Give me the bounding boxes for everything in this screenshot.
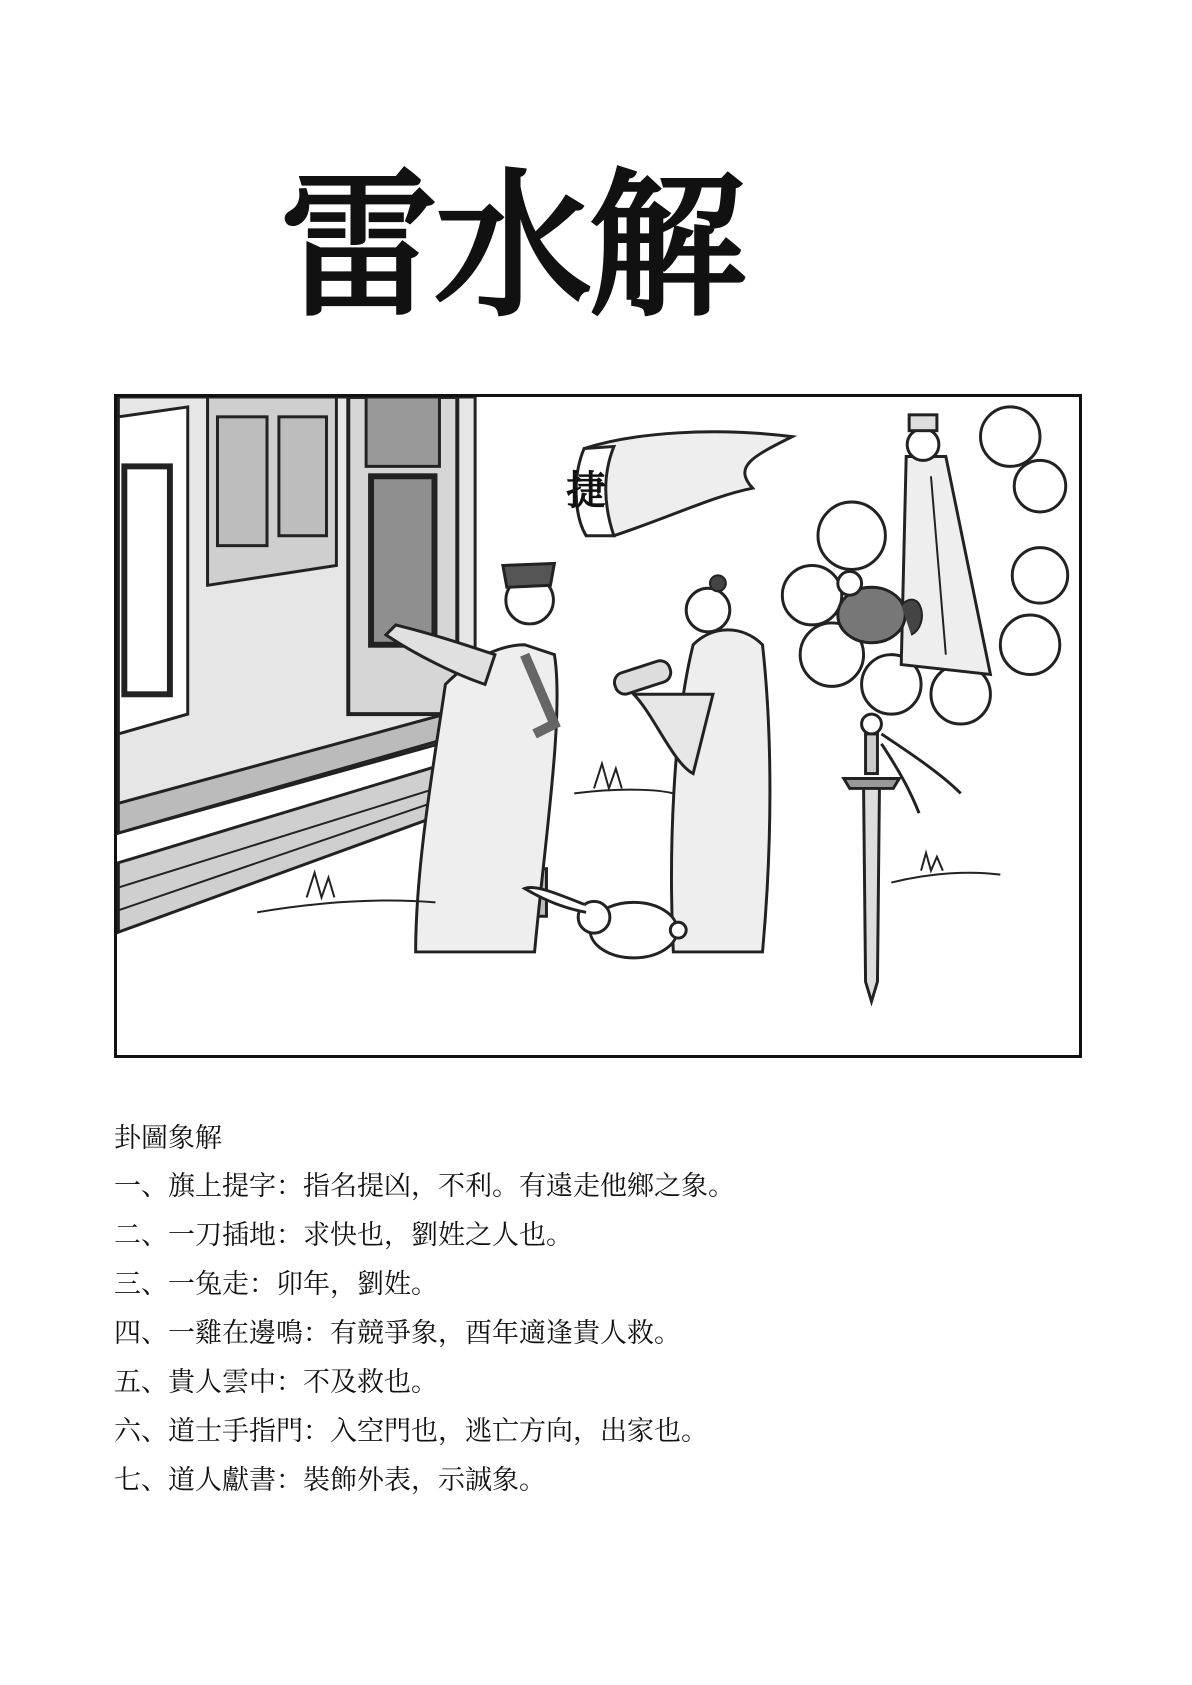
sword [844,714,961,1001]
banner-flag [566,432,792,536]
banner-text: 捷 [566,468,606,515]
noble-in-clouds [901,415,990,675]
rabbit [525,887,687,957]
page-title: 雷水解 [280,155,742,339]
legend-item: 二、一刀插地：求快也，劉姓之人也。 [114,1220,573,1251]
legend-item: 七、道人獻書：裝飾外表，示誠象。 [114,1465,546,1496]
legend [114,1116,1074,1505]
legend-item: 四、一雞在邊鳴：有競爭象，酉年適逢貴人救。 [114,1318,681,1349]
legend-item: 五、貴人雲中：不及救也。 [114,1367,438,1398]
legend-item: 一、旗上提字：指名提凶，不利。有遠走他鄉之象。 [114,1171,735,1202]
legend-item: 三、一兔走：卯年，劉姓。 [114,1269,438,1300]
hexagram-illustration [114,394,1082,1058]
legend-item: 六、道士手指門：入空門也，逃亡方向，出家也。 [114,1416,708,1447]
taoist-with-scroll [612,575,770,952]
legend-list [114,1162,1074,1505]
legend-heading: 卦圖象解 [114,1123,222,1154]
